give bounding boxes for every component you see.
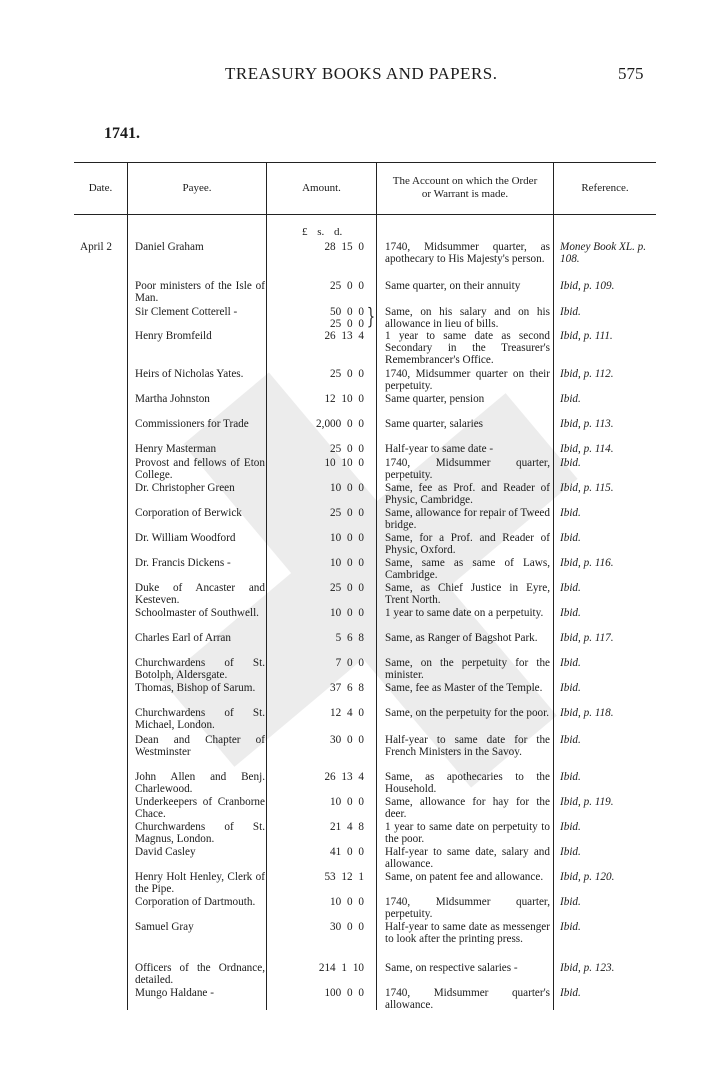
column-divider: [266, 162, 267, 1010]
year-heading: 1741.: [104, 125, 140, 142]
row-payee: Dr. Francis Dickens -: [135, 557, 231, 569]
row-amount: 10 0 0: [330, 796, 364, 808]
row-amount: 5 6 8: [335, 632, 364, 644]
row-amount: 10 0 0: [330, 607, 364, 619]
row-reference: Ibid, p. 113.: [560, 418, 614, 430]
row-reference: Ibid.: [560, 846, 581, 858]
row-account: Same, allowance for repair of Tweed bridge.: [385, 507, 550, 531]
row-amount: 37 6 8: [330, 682, 364, 694]
row-payee: Duke of Ancaster and Kesteven.: [135, 582, 265, 606]
row-payee: John Allen and Benj. Charlewood.: [135, 771, 265, 795]
row-account: Same, as apothecaries to the Household.: [385, 771, 550, 795]
row-amount: 25 0 0: [330, 280, 364, 292]
row-reference: Ibid, p. 117.: [560, 632, 614, 644]
row-account: 1740, Midsummer quarter, as apothecary to His Majesty's person.: [385, 241, 550, 265]
row-account: Same quarter, salaries: [385, 418, 484, 430]
row-payee: Heirs of Nicholas Yates.: [135, 368, 244, 380]
row-account: Same, on his salary and on his allowance in lieu of bills.: [385, 306, 550, 330]
row-reference: Ibid.: [560, 582, 581, 594]
row-reference: Ibid, p. 109.: [560, 280, 615, 292]
table-header-rule: [74, 214, 656, 215]
row-account: Same, fee as Master of the Temple.: [385, 682, 543, 694]
row-amount: 10 10 0: [324, 457, 364, 469]
row-account: Same, as Chief Justice in Eyre, Trent North.: [385, 582, 550, 606]
row-payee: Dean and Chapter of Westminster: [135, 734, 265, 758]
currency-units: £ s. d.: [302, 226, 343, 238]
row-account: 1 year to same date on a perpetuity.: [385, 607, 544, 619]
column-divider: [553, 162, 554, 1010]
amount-brace: }: [366, 305, 376, 330]
row-account: 1740, Midsummer quarter on their perpetuity.: [385, 368, 550, 392]
row-payee: Churchwardens of St. Magnus, London.: [135, 821, 265, 845]
row-payee: Churchwardens of St. Botolph, Aldersgate.: [135, 657, 265, 681]
row-payee: Dr. William Woodford: [135, 532, 236, 544]
column-header-reference: Reference.: [581, 181, 629, 194]
row-account: Same, fee as Prof. and Reader of Physic, Cambridge.: [385, 482, 550, 506]
row-account: Same, same as same of Laws, Cambridge.: [385, 557, 550, 581]
row-amount: 28 15 0: [324, 241, 364, 253]
row-account: 1740, Midsummer quarter, perpetuity.: [385, 896, 550, 920]
row-reference: Ibid, p. 115.: [560, 482, 614, 494]
row-amount: 214 1 10: [318, 962, 364, 974]
row-reference: Ibid, p. 118.: [560, 707, 614, 719]
row-account: 1 year to same date as second Secondary in the Treasurer's Remembrancer's Office.: [385, 330, 550, 366]
row-payee: Mungo Haldane -: [135, 987, 214, 999]
row-reference: Ibid.: [560, 821, 581, 833]
row-reference: Ibid.: [560, 921, 581, 933]
column-header-account: The Account on which the Order or Warrant is made.: [392, 175, 538, 200]
row-amount: 21 4 8: [330, 821, 364, 833]
row-amount: 10 0 0: [330, 532, 364, 544]
row-payee: Commissioners for Trade: [135, 418, 249, 430]
running-title: TREASURY BOOKS AND PAPERS.: [225, 64, 498, 83]
row-payee: Poor ministers of the Isle of Man.: [135, 280, 265, 304]
row-amount: 10 0 0: [330, 557, 364, 569]
row-payee: Underkeepers of Cranborne Chace.: [135, 796, 265, 820]
row-reference: Ibid.: [560, 734, 581, 746]
row-reference: Ibid.: [560, 896, 581, 908]
row-amount: 12 4 0: [330, 707, 364, 719]
row-amount: 30 0 0: [330, 734, 364, 746]
row-payee: Churchwardens of St. Michael, London.: [135, 707, 265, 731]
row-amount: 100 0 0: [324, 987, 364, 999]
row-payee: Samuel Gray: [135, 921, 194, 933]
running-head: [0, 64, 721, 88]
row-date: April 2: [80, 241, 113, 253]
row-reference: Ibid.: [560, 507, 581, 519]
row-payee: Daniel Graham: [135, 241, 204, 253]
row-amount: 12 10 0: [324, 393, 364, 405]
row-reference: Ibid.: [560, 771, 581, 783]
row-account: Same quarter, pension: [385, 393, 485, 405]
row-reference: Money Book XL. p. 108.: [560, 241, 647, 265]
row-account: Same, on the perpetuity for the poor.: [385, 707, 550, 719]
row-reference: Ibid.: [560, 607, 581, 619]
row-amount: 26 13 4: [324, 330, 364, 342]
row-payee: Dr. Christopher Green: [135, 482, 235, 494]
row-account: Same, on respective salaries -: [385, 962, 518, 974]
row-amount: 53 12 1: [324, 871, 364, 883]
column-header-amount: Amount.: [302, 181, 341, 194]
row-amount: 25 0 0: [330, 443, 364, 455]
row-amount: 10 0 0: [330, 896, 364, 908]
row-payee: Sir Clement Cotterell -: [135, 306, 238, 318]
row-amount: 7 0 0: [335, 657, 364, 669]
row-amount: 26 13 4: [324, 771, 364, 783]
row-amount: 50 0 0 25 0 0: [330, 306, 364, 330]
row-account: Same quarter, on their annuity: [385, 280, 521, 292]
row-reference: Ibid, p. 119.: [560, 796, 614, 808]
row-amount: 25 0 0: [330, 582, 364, 594]
row-payee: Henry Masterman: [135, 443, 217, 455]
row-amount: 10 0 0: [330, 482, 364, 494]
row-payee: Martha Johnston: [135, 393, 210, 405]
row-reference: Ibid.: [560, 987, 581, 999]
row-account: 1740, Midsummer quarter, perpetuity.: [385, 457, 550, 481]
row-account: Same, on patent fee and allowance.: [385, 871, 544, 883]
row-payee: Charles Earl of Arran: [135, 632, 231, 644]
column-divider: [127, 162, 128, 1010]
row-payee: Henry Bromfeild: [135, 330, 212, 342]
row-account: 1 year to same date on perpetuity to the poor.: [385, 821, 550, 845]
row-reference: Ibid, p. 111.: [560, 330, 613, 342]
row-reference: Ibid, p. 116.: [560, 557, 614, 569]
row-reference: Ibid, p. 112.: [560, 368, 614, 380]
row-reference: Ibid.: [560, 306, 581, 318]
row-payee: Henry Holt Henley, Clerk of the Pipe.: [135, 871, 265, 895]
row-payee: Thomas, Bishop of Sarum.: [135, 682, 256, 694]
row-account: Half-year to same date, salary and allowance.: [385, 846, 550, 870]
row-account: Half-year to same date -: [385, 443, 494, 455]
row-reference: Ibid.: [560, 682, 581, 694]
row-account: Same, allowance for hay for the deer.: [385, 796, 550, 820]
row-amount: 30 0 0: [330, 921, 364, 933]
row-payee: David Casley: [135, 846, 196, 858]
row-payee: Provost and fellows of Eton College.: [135, 457, 265, 481]
row-account: 1740, Midsummer quarter's allowance.: [385, 987, 550, 1011]
row-account: Same, on the perpetuity for the minister.: [385, 657, 550, 681]
row-amount: 25 0 0: [330, 368, 364, 380]
row-payee: Corporation of Dartmouth.: [135, 896, 256, 908]
row-payee: Corporation of Berwick: [135, 507, 242, 519]
row-amount: 41 0 0: [330, 846, 364, 858]
row-payee: Officers of the Ordnance, detailed.: [135, 962, 265, 986]
row-reference: Ibid, p. 123.: [560, 962, 615, 974]
row-account: Same, as Ranger of Bagshot Park.: [385, 632, 538, 644]
column-header-date: Date.: [88, 181, 113, 194]
row-payee: Schoolmaster of Southwell.: [135, 607, 259, 619]
row-account: Half-year to same date for the French Ministers in the Savoy.: [385, 734, 550, 758]
row-reference: Ibid.: [560, 457, 581, 469]
column-divider: [376, 162, 377, 1010]
row-reference: Ibid.: [560, 657, 581, 669]
row-account: Half-year to same date as messenger to look after the printing press.: [385, 921, 550, 945]
row-reference: Ibid.: [560, 393, 581, 405]
row-reference: Ibid, p. 114.: [560, 443, 614, 455]
row-amount: 25 0 0: [330, 507, 364, 519]
row-reference: Ibid.: [560, 532, 581, 544]
page-number: 575: [618, 64, 644, 83]
column-header-payee: Payee.: [182, 181, 212, 194]
row-reference: Ibid, p. 120.: [560, 871, 615, 883]
row-account: Same, for a Prof. and Reader of Physic, Oxford.: [385, 532, 550, 556]
row-amount: 2,000 0 0: [316, 418, 364, 430]
